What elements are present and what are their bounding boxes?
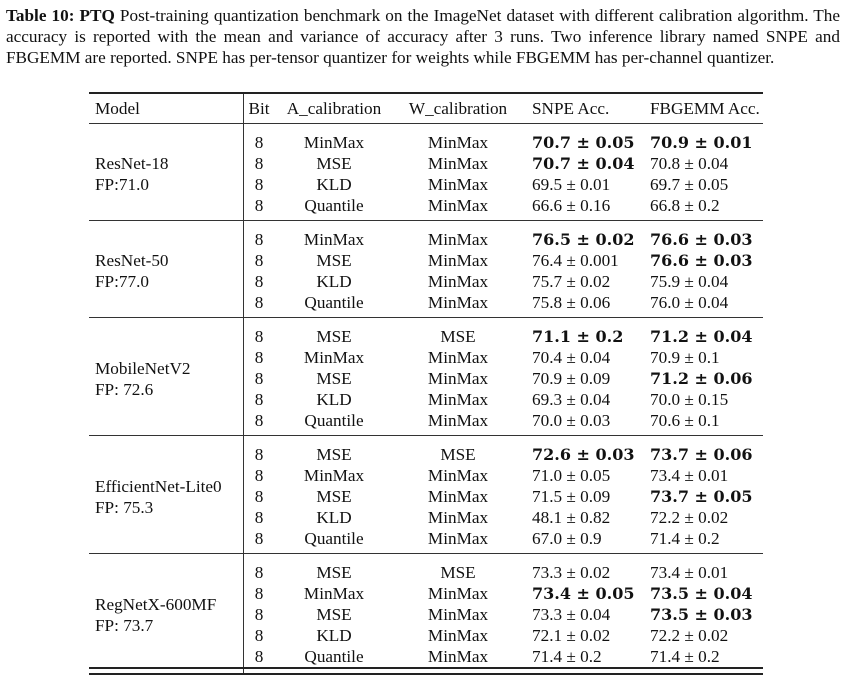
fbgemm-acc-cell: 70.9 ± 0.1 bbox=[650, 348, 720, 367]
fbgemm-acc-cell: 73.5 ± 0.04 bbox=[650, 584, 753, 603]
bit-cell: 8 bbox=[244, 153, 275, 174]
bit-cell: 8 bbox=[244, 604, 275, 625]
table-row bbox=[89, 444, 763, 465]
bit-cell: 8 bbox=[244, 174, 275, 195]
w-calibration-cell: MinMax bbox=[427, 411, 489, 430]
model-name: ResNet-50 bbox=[95, 251, 169, 270]
fbgemm-acc-cell: 75.9 ± 0.04 bbox=[650, 272, 729, 291]
bit-cell: 8 bbox=[244, 444, 275, 465]
w-calibration-cell: MinMax bbox=[427, 390, 489, 409]
header-row bbox=[89, 93, 763, 124]
w-calibration-cell: MinMax bbox=[427, 626, 489, 645]
group-spacer bbox=[89, 668, 763, 674]
bit-cell: 8 bbox=[244, 646, 275, 668]
a-calibration-cell: MinMax bbox=[303, 133, 365, 152]
snpe-acc-cell: 76.5 ± 0.02 bbox=[532, 230, 635, 249]
fbgemm-acc-cell: 73.7 ± 0.06 bbox=[650, 445, 753, 464]
model-name: MobileNetV2 bbox=[95, 358, 191, 378]
model-fp-accuracy: FP: 73.7 bbox=[95, 615, 154, 635]
header-fbgemm-acc: FBGEMM Acc. bbox=[650, 99, 760, 118]
a-calibration-cell: MSE bbox=[316, 251, 352, 270]
a-calibration-cell: Quantile bbox=[304, 411, 364, 430]
snpe-acc-cell: 66.6 ± 0.16 bbox=[532, 196, 611, 215]
caption-label: Table 10: bbox=[6, 6, 75, 25]
w-calibration-cell: MinMax bbox=[427, 272, 489, 291]
a-calibration-cell: KLD bbox=[316, 390, 352, 409]
a-calibration-cell: Quantile bbox=[304, 196, 364, 215]
fbgemm-acc-cell: 73.5 ± 0.03 bbox=[650, 605, 753, 624]
model-cell bbox=[89, 326, 244, 431]
bit-cell: 8 bbox=[244, 507, 275, 528]
a-calibration-cell: KLD bbox=[316, 508, 352, 527]
snpe-acc-cell: 75.7 ± 0.02 bbox=[532, 272, 611, 291]
header-snpe-acc: SNPE Acc. bbox=[532, 99, 610, 118]
bit-cell: 8 bbox=[244, 486, 275, 507]
w-calibration-cell: MinMax bbox=[427, 647, 489, 666]
group-spacer bbox=[89, 221, 763, 230]
w-calibration-cell: MinMax bbox=[427, 605, 489, 624]
a-calibration-cell: MinMax bbox=[303, 466, 365, 485]
header-a-calibration: A_calibration bbox=[286, 99, 382, 118]
w-calibration-cell: MinMax bbox=[427, 508, 489, 527]
a-calibration-cell: MSE bbox=[316, 154, 352, 173]
model-cell bbox=[89, 229, 244, 313]
a-calibration-cell: MSE bbox=[316, 327, 352, 346]
fbgemm-acc-cell: 70.0 ± 0.15 bbox=[650, 390, 729, 409]
snpe-acc-cell: 67.0 ± 0.9 bbox=[532, 529, 602, 548]
header-bit: Bit bbox=[244, 93, 275, 124]
bit-cell: 8 bbox=[244, 195, 275, 216]
fbgemm-acc-cell: 76.0 ± 0.04 bbox=[650, 293, 729, 312]
bit-cell: 8 bbox=[244, 250, 275, 271]
caption-text: Post-training quantization benchmark on the ImageNet dataset with different calibration algorithm. The accuracy is reported with the mean and variance of accuracy after 3 runs. Two inference library named SNPE and FBGEMM are reported. SNPE has per-tensor quantizer for weights while FBGEMM has per-channel quantizer. bbox=[6, 6, 840, 67]
bit-cell: 8 bbox=[244, 410, 275, 431]
ptq-benchmark-table bbox=[89, 92, 763, 675]
bit-cell: 8 bbox=[244, 625, 275, 646]
snpe-acc-cell: 73.4 ± 0.05 bbox=[532, 584, 635, 603]
fbgemm-acc-cell: 69.7 ± 0.05 bbox=[650, 175, 729, 194]
w-calibration-cell: MSE bbox=[440, 327, 476, 346]
w-calibration-cell: MinMax bbox=[427, 529, 489, 548]
snpe-acc-cell: 71.0 ± 0.05 bbox=[532, 466, 611, 485]
a-calibration-cell: MinMax bbox=[303, 584, 365, 603]
snpe-acc-cell: 71.4 ± 0.2 bbox=[532, 647, 602, 666]
bit-cell: 8 bbox=[244, 292, 275, 313]
model-cell bbox=[89, 562, 244, 668]
w-calibration-cell: MinMax bbox=[427, 196, 489, 215]
a-calibration-cell: Quantile bbox=[304, 647, 364, 666]
header-model: Model bbox=[95, 99, 140, 118]
w-calibration-cell: MSE bbox=[440, 563, 476, 582]
model-name: EfficientNet-Lite0 bbox=[95, 476, 222, 496]
header-w-calibration: W_calibration bbox=[408, 99, 508, 118]
a-calibration-cell: Quantile bbox=[304, 293, 364, 312]
snpe-acc-cell: 69.5 ± 0.01 bbox=[532, 175, 611, 194]
w-calibration-cell: MinMax bbox=[427, 584, 489, 603]
table-row bbox=[89, 326, 763, 347]
fbgemm-acc-cell: 70.9 ± 0.01 bbox=[650, 133, 753, 152]
group-spacer bbox=[89, 124, 763, 133]
a-calibration-cell: MSE bbox=[316, 605, 352, 624]
table-body bbox=[89, 124, 763, 675]
model-fp-accuracy: FP:77.0 bbox=[95, 272, 149, 291]
w-calibration-cell: MinMax bbox=[427, 487, 489, 506]
group-spacer bbox=[89, 436, 763, 445]
fbgemm-acc-cell: 71.2 ± 0.06 bbox=[650, 369, 753, 388]
snpe-acc-cell: 70.0 ± 0.03 bbox=[532, 411, 611, 430]
fbgemm-acc-cell: 76.6 ± 0.03 bbox=[650, 230, 753, 249]
snpe-acc-cell: 76.4 ± 0.001 bbox=[532, 251, 619, 270]
group-spacer bbox=[89, 318, 763, 327]
w-calibration-cell: MinMax bbox=[427, 251, 489, 270]
fbgemm-acc-cell: 71.4 ± 0.2 bbox=[650, 647, 720, 666]
w-calibration-cell: MSE bbox=[440, 445, 476, 464]
model-name: ResNet-18 bbox=[95, 154, 169, 173]
fbgemm-acc-cell: 66.8 ± 0.2 bbox=[650, 196, 720, 215]
w-calibration-cell: MinMax bbox=[427, 293, 489, 312]
snpe-acc-cell: 73.3 ± 0.02 bbox=[532, 563, 611, 582]
a-calibration-cell: KLD bbox=[316, 272, 352, 291]
snpe-acc-cell: 71.1 ± 0.2 bbox=[532, 327, 624, 346]
fbgemm-acc-cell: 72.2 ± 0.02 bbox=[650, 626, 729, 645]
snpe-acc-cell: 70.7 ± 0.04 bbox=[532, 154, 635, 173]
snpe-acc-cell: 70.4 ± 0.04 bbox=[532, 348, 611, 367]
model-name: RegNetX-600MF bbox=[95, 594, 217, 614]
table-row bbox=[89, 562, 763, 583]
a-calibration-cell: MinMax bbox=[303, 230, 365, 249]
snpe-acc-cell: 70.9 ± 0.09 bbox=[532, 369, 611, 388]
w-calibration-cell: MinMax bbox=[427, 133, 489, 152]
table-row bbox=[89, 229, 763, 250]
w-calibration-cell: MinMax bbox=[427, 230, 489, 249]
bit-cell: 8 bbox=[244, 368, 275, 389]
fbgemm-acc-cell: 71.4 ± 0.2 bbox=[650, 529, 720, 548]
bit-cell: 8 bbox=[244, 326, 275, 347]
w-calibration-cell: MinMax bbox=[427, 175, 489, 194]
bit-cell: 8 bbox=[244, 465, 275, 486]
fbgemm-acc-cell: 73.7 ± 0.05 bbox=[650, 487, 753, 506]
a-calibration-cell: KLD bbox=[316, 626, 352, 645]
fbgemm-acc-cell: 76.6 ± 0.03 bbox=[650, 251, 753, 270]
fbgemm-acc-cell: 71.2 ± 0.04 bbox=[650, 327, 753, 346]
table-row bbox=[89, 132, 763, 153]
bit-cell: 8 bbox=[244, 271, 275, 292]
bit-cell: 8 bbox=[244, 347, 275, 368]
w-calibration-cell: MinMax bbox=[427, 466, 489, 485]
model-fp-accuracy: FP: 75.3 bbox=[95, 497, 154, 517]
a-calibration-cell: Quantile bbox=[304, 529, 364, 548]
snpe-acc-cell: 72.6 ± 0.03 bbox=[532, 445, 635, 464]
fbgemm-acc-cell: 72.2 ± 0.02 bbox=[650, 508, 729, 527]
fbgemm-acc-cell: 70.6 ± 0.1 bbox=[650, 411, 720, 430]
snpe-acc-cell: 70.7 ± 0.05 bbox=[532, 133, 635, 152]
bit-cell: 8 bbox=[244, 389, 275, 410]
a-calibration-cell: KLD bbox=[316, 175, 352, 194]
model-cell bbox=[89, 444, 244, 549]
model-cell bbox=[89, 132, 244, 216]
caption-title: PTQ bbox=[79, 6, 115, 25]
snpe-acc-cell: 72.1 ± 0.02 bbox=[532, 626, 611, 645]
a-calibration-cell: MSE bbox=[316, 487, 352, 506]
snpe-acc-cell: 69.3 ± 0.04 bbox=[532, 390, 611, 409]
a-calibration-cell: MSE bbox=[316, 445, 352, 464]
bit-cell: 8 bbox=[244, 132, 275, 153]
a-calibration-cell: MSE bbox=[316, 369, 352, 388]
fbgemm-acc-cell: 73.4 ± 0.01 bbox=[650, 563, 729, 582]
bit-cell: 8 bbox=[244, 583, 275, 604]
w-calibration-cell: MinMax bbox=[427, 154, 489, 173]
bit-cell: 8 bbox=[244, 562, 275, 583]
group-spacer bbox=[89, 554, 763, 563]
model-fp-accuracy: FP:71.0 bbox=[95, 175, 149, 194]
w-calibration-cell: MinMax bbox=[427, 369, 489, 388]
snpe-acc-cell: 48.1 ± 0.82 bbox=[532, 508, 611, 527]
fbgemm-acc-cell: 70.8 ± 0.04 bbox=[650, 154, 729, 173]
w-calibration-cell: MinMax bbox=[427, 348, 489, 367]
a-calibration-cell: MinMax bbox=[303, 348, 365, 367]
model-fp-accuracy: FP: 72.6 bbox=[95, 379, 154, 399]
fbgemm-acc-cell: 73.4 ± 0.01 bbox=[650, 466, 729, 485]
table-caption bbox=[6, 5, 840, 68]
snpe-acc-cell: 71.5 ± 0.09 bbox=[532, 487, 611, 506]
bit-cell: 8 bbox=[244, 229, 275, 250]
snpe-acc-cell: 75.8 ± 0.06 bbox=[532, 293, 611, 312]
a-calibration-cell: MSE bbox=[316, 563, 352, 582]
bit-cell: 8 bbox=[244, 528, 275, 549]
snpe-acc-cell: 73.3 ± 0.04 bbox=[532, 605, 611, 624]
